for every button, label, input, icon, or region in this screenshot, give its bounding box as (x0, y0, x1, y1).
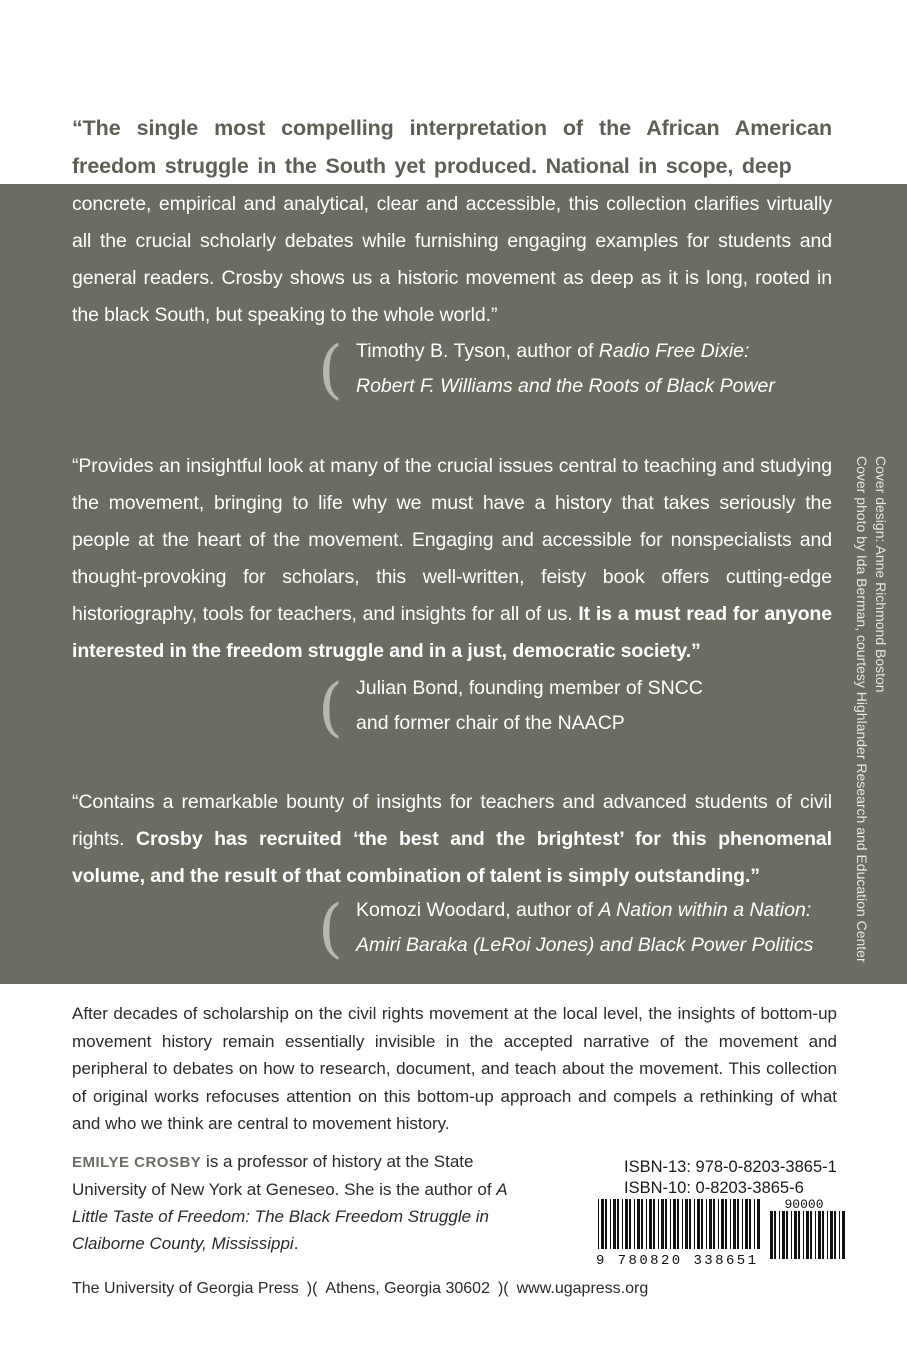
barcode-bar (794, 1211, 797, 1259)
barcode-bar (646, 1199, 647, 1249)
author-bio (72, 1148, 542, 1257)
cover-design-credit: Cover design: Anne Richmond Boston (873, 456, 889, 693)
attribution-woodard-book2: Amiri Baraka (LeRoi Jones) and Black Power Politics (356, 934, 814, 956)
barcode-bar (839, 1211, 840, 1259)
barcode-bar (610, 1199, 611, 1249)
publisher-address: Athens, Georgia 30602 (325, 1280, 490, 1297)
barcode-addon-bars (770, 1211, 845, 1259)
barcode-bar (757, 1199, 760, 1249)
barcode-bar (713, 1199, 715, 1249)
attribution-woodard-book1: A Nation within a Nation: (598, 899, 812, 921)
barcode-bar (622, 1199, 623, 1249)
barcode-bar (830, 1211, 833, 1259)
cover-photo-credit: Cover photo by Ida Berman, courtesy Highlander Research and Education Center (854, 456, 870, 963)
barcode-bar (803, 1211, 804, 1259)
barcode-bar (733, 1199, 736, 1249)
publisher-footer (72, 1280, 648, 1298)
barcode-bar (721, 1199, 724, 1249)
paren-ornament-icon: ( (318, 333, 343, 407)
barcode-bar (685, 1199, 688, 1249)
barcode-bar (815, 1211, 816, 1259)
quote-bond (72, 448, 832, 670)
barcode-bar (798, 1211, 800, 1259)
barcode-bar (617, 1199, 619, 1249)
footer-separator: )( (306, 1280, 318, 1297)
attribution-bond-line2: and former chair of the NAACP (356, 712, 625, 734)
quote-tyson-lead: “The single most compelling interpretation of the African American freedom struggle in the South yet produced. National in scope, deep (72, 116, 832, 178)
barcode-bar (605, 1199, 607, 1249)
barcode-bar (730, 1199, 731, 1249)
quote-bond-body: “Provides an insightful look at many of the crucial issues central to teaching and studying the movement, bringing to life why we must have a history that takes seriously the people at the heart of the movement. Engaging and accessible for nonspecialists and thought-provoking for scholars, this well-written, feisty book offers cutting-edge historiography, tools for teachers, and insights for all of us. (72, 455, 832, 625)
quote-woodard-bold: Crosby has recruited ‘the best and the brightest’ for this phenomenal volume, and the result of that combination of talent is simply outstanding.” (72, 828, 832, 887)
barcode-bar (770, 1211, 773, 1259)
barcode-bar (601, 1199, 604, 1249)
barcode-bar (649, 1199, 652, 1249)
barcode-bar (682, 1199, 683, 1249)
barcode-bar (791, 1211, 792, 1259)
isbn-block (624, 1157, 837, 1199)
barcode-bar (749, 1199, 751, 1249)
barcode-bar (629, 1199, 631, 1249)
barcode-bar (613, 1199, 616, 1249)
barcode-bar (810, 1211, 812, 1259)
barcode-bar (697, 1199, 700, 1249)
barcode-bar (822, 1211, 824, 1259)
barcode-bar (689, 1199, 691, 1249)
barcode-bar (653, 1199, 655, 1249)
barcode-bar (665, 1199, 667, 1249)
publisher-website[interactable]: www.ugapress.org (516, 1280, 649, 1297)
isbn-10: ISBN-10: 0-8203-3865-6 (624, 1179, 804, 1197)
attribution-bond (356, 671, 826, 741)
attribution-tyson-book1: Radio Free Dixie: (598, 340, 750, 362)
barcode-bar (661, 1199, 664, 1249)
barcode-bar (706, 1199, 707, 1249)
barcode-bar (701, 1199, 703, 1249)
quote-woodard (72, 784, 832, 895)
barcode (594, 1197, 856, 1267)
quote-woodard-body: “Contains a remarkable bounty of insights for teachers and advanced students of civil rights. (72, 791, 832, 850)
publisher-name: The University of Georgia Press (72, 1280, 299, 1297)
attribution-tyson-name: Timothy B. Tyson, author of (356, 340, 599, 362)
barcode-bar (774, 1211, 776, 1259)
barcode-bar (694, 1199, 695, 1249)
barcode-bar (709, 1199, 712, 1249)
barcode-bar (677, 1199, 679, 1249)
attribution-tyson-book2: Robert F. Williams and the Roots of Black Power (356, 375, 775, 397)
author-bio-text: is a professor of history at the State University of New York at Geneseo. She is the author of (72, 1152, 497, 1199)
barcode-bar (834, 1211, 836, 1259)
barcode-bar (818, 1211, 821, 1259)
quote-tyson (72, 110, 832, 334)
barcode-bar (598, 1199, 599, 1249)
attribution-woodard (356, 893, 826, 963)
author-name: EMILYE CROSBY (72, 1154, 202, 1171)
barcode-icon (594, 1197, 856, 1267)
cover-credits (852, 456, 890, 963)
attribution-woodard-name: Komozi Woodard, author of (356, 899, 599, 921)
barcode-bar (725, 1199, 727, 1249)
price-code: 90000 (784, 1197, 824, 1212)
barcode-bar (634, 1199, 635, 1249)
barcode-bar (779, 1211, 780, 1259)
barcode-bar (673, 1199, 676, 1249)
quote-bond-bold: It is a must read for anyone interested in the freedom struggle and in a just, democratic society.” (72, 603, 832, 662)
barcode-bar (742, 1199, 743, 1249)
author-bio-end: . (293, 1234, 299, 1253)
author-book-title: A Little Taste of Freedom: The Black Freedom Struggle in Claiborne County, Mississippi (72, 1180, 508, 1253)
barcode-bar (786, 1211, 788, 1259)
barcode-bar (718, 1199, 719, 1249)
barcode-bar (745, 1199, 748, 1249)
paren-ornament-icon: ( (318, 892, 343, 966)
barcode-digits: 9 780820 338651 (596, 1253, 756, 1267)
barcode-bar (641, 1199, 643, 1249)
barcode-bar (827, 1211, 828, 1259)
barcode-bar (782, 1211, 785, 1259)
barcode-bar (658, 1199, 659, 1249)
barcode-bar (625, 1199, 628, 1249)
paren-ornament-icon: ( (318, 671, 343, 745)
book-description: After decades of scholarship on the civil rights movement at the local level, the insights of bottom-up movement history remain essentially invisible in the accepted narrative of the movement and peripheral to debates on how to research, document, and teach about the movement. This collection of original works refocuses attention on this bottom-up approach and compels a rethinking of what and who we think are central to movement history. (72, 1004, 837, 1133)
barcode-bar (670, 1199, 671, 1249)
barcode-bar (637, 1199, 640, 1249)
footer-separator: )( (497, 1280, 509, 1297)
barcode-bar (737, 1199, 739, 1249)
quote-tyson-body: and concrete, empirical and analytical, clear and accessible, this collection clarifies virtually all the crucial scholarly debates while furnishing engaging examples for students and general readers. Crosby shows us a historic movement as deep as it is long, rooted in the black South, but speaking to the whole world.” (72, 156, 832, 326)
barcode-bar (842, 1211, 845, 1259)
isbn-13: ISBN-13: 978-0-8203-3865-1 (624, 1158, 837, 1176)
attribution-tyson (356, 334, 826, 404)
barcode-bar (806, 1211, 809, 1259)
attribution-bond-line1: Julian Bond, founding member of SNCC (356, 677, 703, 699)
barcode-main-bars (598, 1199, 760, 1249)
barcode-bar (754, 1199, 755, 1249)
